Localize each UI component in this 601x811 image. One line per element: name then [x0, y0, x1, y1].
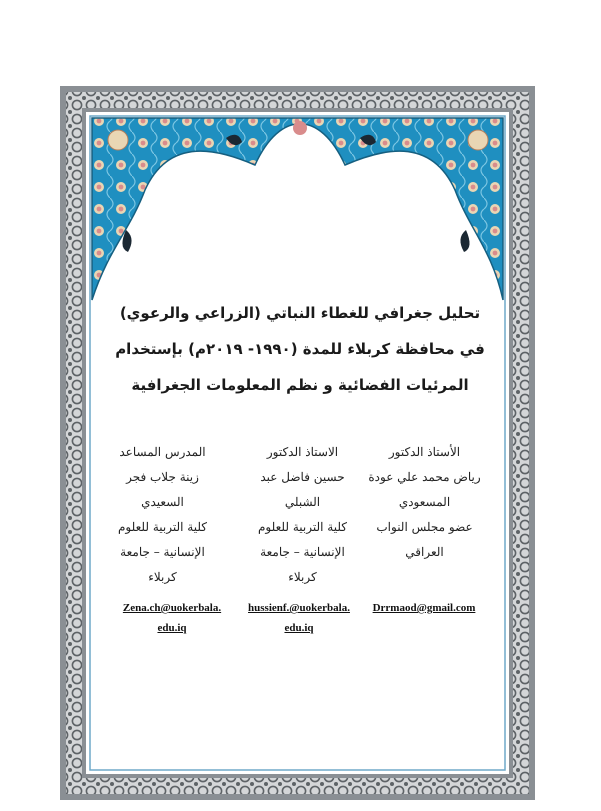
title-line-3: المرئيات الفضائية و نظم المعلومات الجغرافية [131, 376, 469, 394]
author-2 [240, 440, 365, 590]
author-affiliation: كلية التربية للعلوم [117, 520, 207, 534]
author-title: المدرس المساعد [119, 445, 206, 459]
author-name: المسعودي [398, 495, 451, 509]
author-name: السعيدي [141, 495, 184, 509]
email-text: edu.iq [157, 622, 187, 634]
author-affiliation: كلية التربية للعلوم [257, 520, 347, 534]
email-text: Zena.ch@uokerbala. [122, 602, 222, 614]
author-3 [100, 440, 225, 590]
title-line-2: في محافظة كربلاء للمدة (١٩٩٠- ٢٠١٩م) بإستخدام [115, 340, 485, 358]
author-name: حسين فاضل عبد [260, 470, 345, 484]
author-affiliation: الإنسانية – جامعة [260, 545, 345, 559]
author-affiliation: العراقي [405, 545, 444, 559]
author-affiliation: كربلاء [148, 570, 177, 584]
author-affiliation: كربلاء [288, 570, 317, 584]
author-affiliation: الإنسانية – جامعة [120, 545, 205, 559]
author-1-email-link[interactable] [364, 598, 484, 618]
title-line-1: تحليل جغرافي للغطاء النباتي (الزراعي والرعوي) [119, 304, 481, 322]
email-text: hussienf.@uokerbala. [248, 602, 350, 614]
email-text: edu.iq [284, 622, 314, 634]
author-name: رياض محمد علي عودة [368, 470, 481, 484]
author-name: زينة جلاب فجر [126, 470, 199, 484]
author-affiliation: عضو مجلس النواب [376, 520, 473, 534]
author-3-email-link[interactable] [113, 598, 231, 638]
author-title: الاستاذ الدكتور [266, 445, 339, 459]
email-text: Drrmaod@gmail.com [372, 602, 476, 614]
author-title: الأستاذ الدكتور [388, 445, 461, 459]
author-1 [362, 440, 487, 565]
author-name: الشبلي [284, 495, 321, 509]
author-2-email-link[interactable] [240, 598, 358, 638]
